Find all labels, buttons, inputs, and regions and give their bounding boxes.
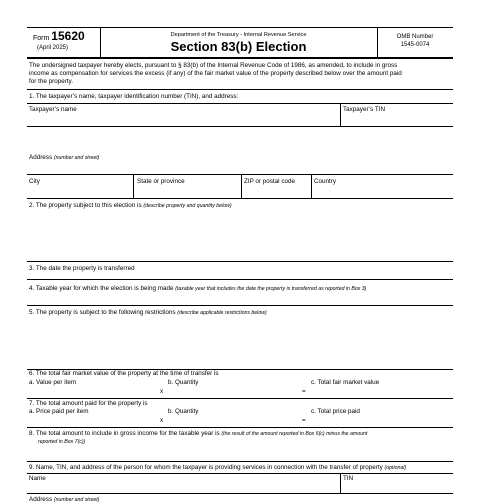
taxpayer-address-field[interactable] [28, 127, 452, 152]
taxpayer-tin-label: Taxpayer’s TIN [343, 106, 385, 113]
line1-city-top-rule [27, 174, 453, 175]
line8-label [29, 430, 367, 438]
line8-label-text: 8. The total amount to include in gross income for the taxable year is [29, 430, 220, 437]
form-date: (April 2025) [37, 45, 69, 51]
line9-label [29, 464, 406, 472]
form-title: Section 83(b) Election [170, 39, 307, 54]
line8-label-note-cont: reported in Box 7(c)) [38, 439, 86, 445]
taxable-year-field[interactable] [28, 294, 452, 304]
taxpayer-name-label: Taxpayer’s name [29, 106, 77, 113]
line5-label-text: 5. The property is subject to the following restrictions [29, 309, 176, 316]
zip-label: ZIP or postal code [244, 178, 295, 185]
service-recipient-name-field[interactable] [28, 483, 338, 492]
line7c-label: c. Total price paid [311, 408, 360, 415]
line5-label [29, 309, 267, 317]
value-per-item-field[interactable] [28, 387, 156, 396]
intro-line-3: for the property. [29, 78, 73, 85]
header-bottom-rule [27, 57, 453, 59]
line1-rule [27, 89, 453, 90]
department-line: Department of the Treasury - Internal Revenue Service [170, 32, 307, 38]
line6c-label: c. Total fair market value [311, 379, 380, 386]
line8-rule [27, 427, 453, 428]
line7b-label: b. Quantity [168, 408, 199, 415]
line3-label: 3. The date the property is transferred [29, 265, 135, 272]
city-field[interactable] [28, 186, 132, 197]
state-field[interactable] [135, 186, 240, 197]
line6-equals-sign: = [302, 388, 306, 395]
header-top-rule [27, 27, 453, 28]
line9-name-top-rule [27, 473, 453, 474]
form-number: 15620 [51, 29, 85, 43]
taxpayer-tin-field[interactable] [342, 114, 452, 125]
total-fair-market-value-field[interactable] [311, 387, 452, 396]
line9-label-optional: (optional) [384, 465, 407, 471]
line6-label: 6. The total fair market value of the property at the time of transfer is [29, 370, 219, 377]
line1-name-divider [340, 103, 341, 126]
line4-label-note: (taxable year that includes the date the property is transferred as reported in Box 3) [175, 286, 367, 292]
omb-number: 1545-0074 [400, 42, 430, 48]
service-recipient-tin-label: TIN [343, 475, 354, 482]
line7-equals-sign: = [302, 417, 306, 424]
address-label-note: (number and street) [53, 155, 100, 161]
line5-label-note: (describe applicable restrictions below) [177, 310, 267, 316]
line2-label-note: (describe property and quantity below) [143, 203, 232, 209]
line7-times-sign: x [160, 417, 164, 424]
service-recipient-name-label: Name [29, 475, 46, 482]
city-divider [133, 174, 134, 198]
taxpayer-address-label [29, 154, 99, 162]
line9-name-divider [340, 473, 341, 493]
quantity-7b-field[interactable] [168, 416, 298, 425]
total-price-paid-field[interactable] [311, 416, 452, 425]
zip-divider [311, 174, 312, 198]
line9-address-top-rule [27, 493, 453, 494]
line7-rule [27, 398, 453, 399]
intro-line-2: income as compensation for services the excess (if any) of the fair market value of the property described below over the amount paid [29, 70, 402, 77]
line4-label [29, 285, 366, 293]
quantity-6b-field[interactable] [168, 387, 298, 396]
line9-address-label-text: Address [29, 496, 53, 503]
line5-rule [27, 305, 453, 306]
address-label-text: Address [29, 154, 53, 161]
zip-field[interactable] [243, 186, 310, 197]
country-label: Country [314, 178, 337, 185]
line6b-label: b. Quantity [168, 379, 199, 386]
city-label: City [29, 178, 40, 185]
line2-label-text: 2. The property subject to this election is [29, 202, 142, 209]
line7a-label: a. Price paid per item [29, 408, 89, 415]
omb-label: OMB Number [396, 34, 434, 40]
line6-times-sign: x [160, 388, 164, 395]
line9-rule [27, 461, 453, 462]
form-id [33, 29, 97, 43]
line1-label: 1. The taxpayer’s name, taxpayer identification number (TIN), and address: [29, 93, 239, 100]
intro-line-1: The undersigned taxpayer hereby elects, pursuant to § 83(b) of the Internal Revenue Code of 1986, as amended, to include in gross [29, 62, 398, 69]
property-description-field[interactable] [28, 211, 452, 257]
line2-label [29, 202, 232, 210]
line9-label-text: 9. Name, TIN, and address of the person for whom the taxpayer is providing services in connection with the transfer of property [29, 464, 383, 471]
service-recipient-address-label [29, 496, 99, 504]
line1-name-top-rule [27, 103, 453, 104]
line4-rule [27, 279, 453, 280]
transfer-date-field[interactable] [177, 263, 452, 275]
line9-address-label-note: (number and street) [53, 497, 100, 503]
line7-label: 7. The total amount paid for the property is [29, 400, 148, 407]
line3-rule [27, 261, 453, 262]
line6a-label: a. Value per item [29, 379, 77, 386]
restrictions-field[interactable] [28, 318, 452, 368]
country-field[interactable] [313, 186, 452, 197]
state-label: State or province [137, 178, 185, 185]
taxpayer-name-field[interactable] [28, 114, 338, 125]
line2-rule [27, 198, 453, 199]
state-divider [241, 174, 242, 198]
price-paid-per-item-field[interactable] [28, 416, 156, 425]
line8-label-note: (the result of the amount reported in Box 6(c) minus the amount [221, 431, 368, 437]
gross-income-amount-field[interactable] [28, 447, 452, 459]
line4-label-text: 4. Taxable year for which the election is being made [29, 285, 174, 292]
service-recipient-tin-field[interactable] [342, 483, 452, 492]
form-prefix: Form [33, 35, 50, 42]
